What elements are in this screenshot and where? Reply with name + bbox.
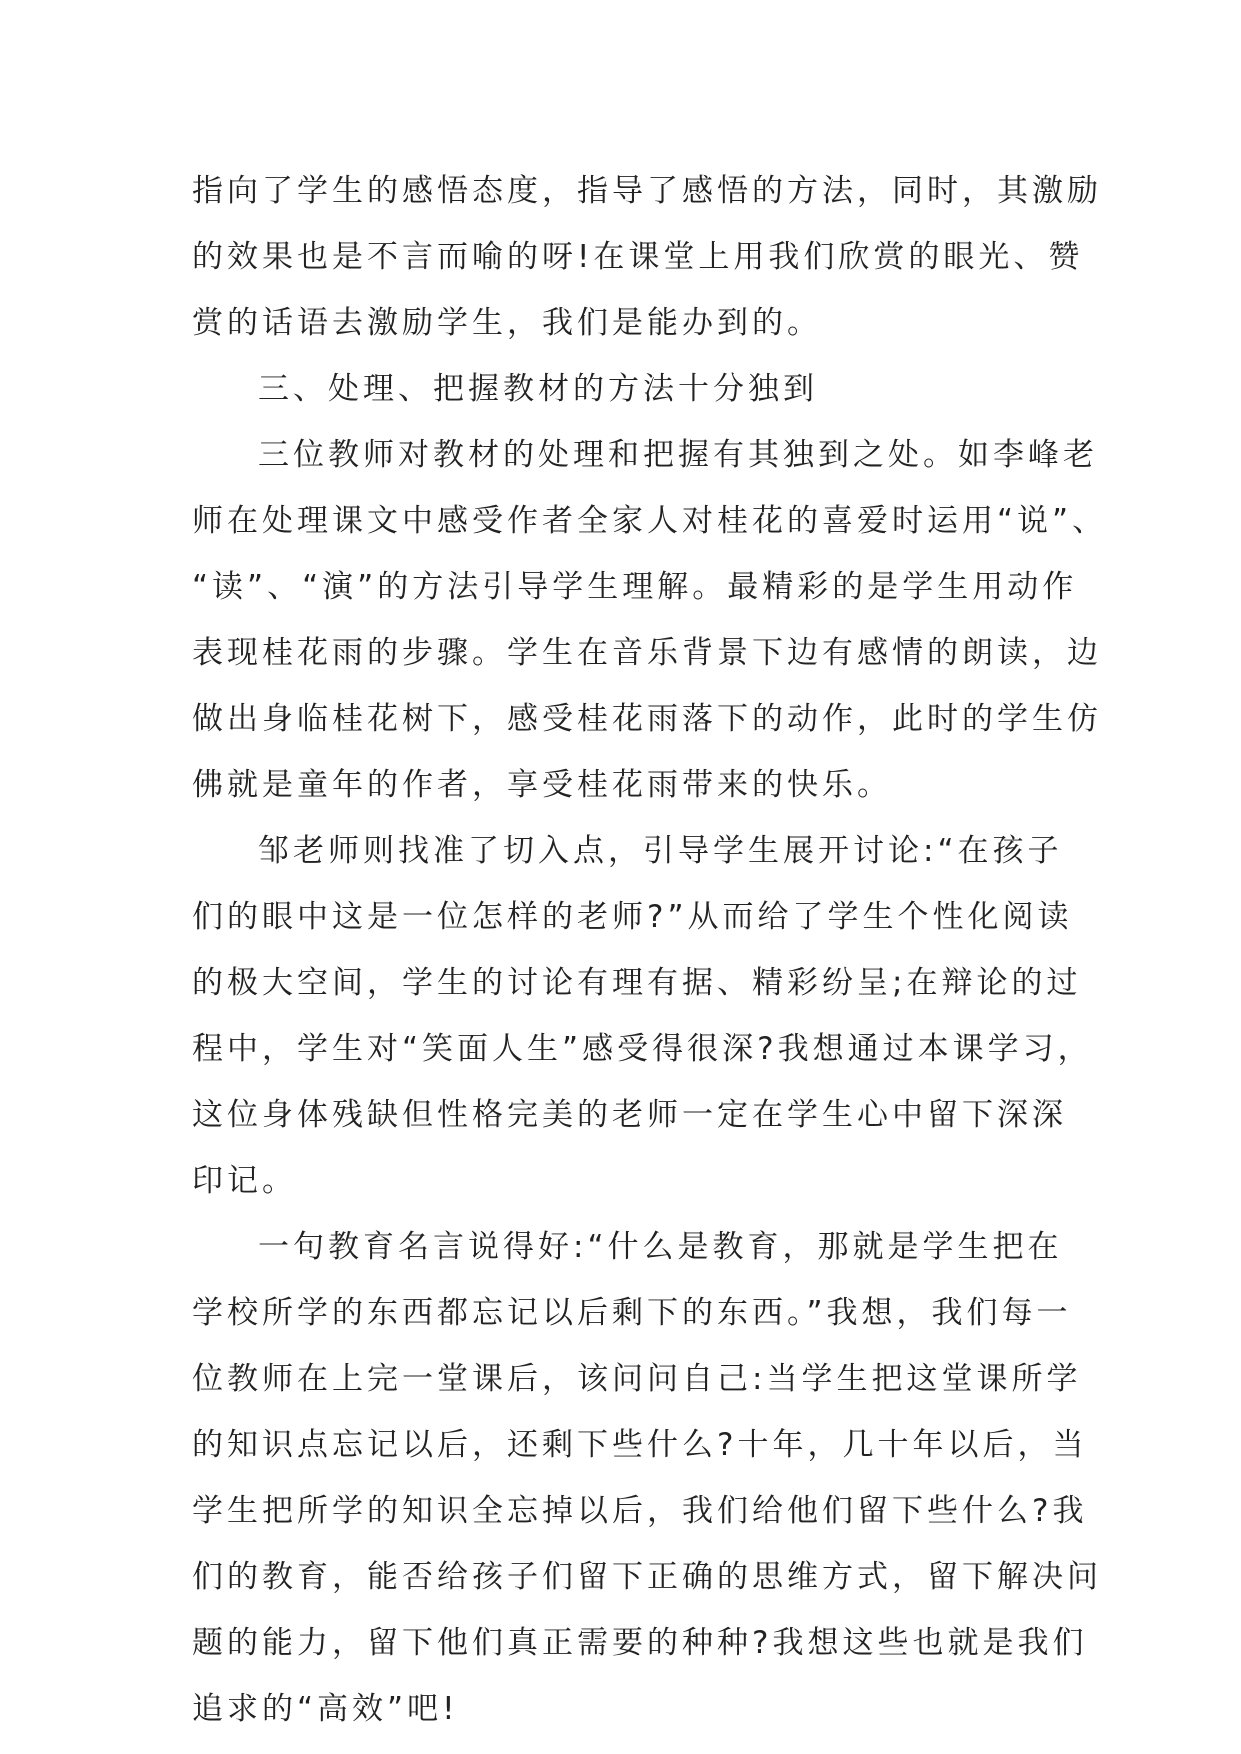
text-line: 指向了学生的感悟态度，指导了感悟的方法，同时，其激励 bbox=[192, 173, 1102, 209]
text-line: 们的教育，能否给孩子们留下正确的思维方式，留下解决问 bbox=[192, 1559, 1102, 1595]
paragraph bbox=[192, 422, 1108, 818]
text-line: 程中，学生对“笑面人生”感受得很深?我想通过本课学习， bbox=[192, 1031, 1093, 1067]
text-line: 们的眼中这是一位怎样的老师?”从而给了学生个性化阅读 bbox=[192, 899, 1073, 935]
text-line: 学生把所学的知识全忘掉以后，我们给他们留下些什么?我 bbox=[192, 1493, 1088, 1529]
text-line: 学校所学的东西都忘记以后剩下的东西。”我想，我们每一 bbox=[192, 1295, 1072, 1331]
text-line: 这位身体残缺但性格完美的老师一定在学生心中留下深深 bbox=[192, 1097, 1067, 1133]
text-line: 一句教育名言说得好:“什么是教育，那就是学生把在 bbox=[258, 1229, 1063, 1265]
text-line: “读”、“演”的方法引导学生理解。最精彩的是学生用动作 bbox=[192, 569, 1078, 605]
text-line: 做出身临桂花树下，感受桂花雨落下的动作，此时的学生仿 bbox=[192, 701, 1102, 737]
paragraph bbox=[192, 818, 1093, 1214]
text-line: 表现桂花雨的步骤。学生在音乐背景下边有感情的朗读，边 bbox=[192, 635, 1102, 671]
text-line: 追求的“高效”吧! bbox=[192, 1691, 459, 1727]
text-line: 题的能力，留下他们真正需要的种种?我想这些也就是我们 bbox=[192, 1625, 1088, 1661]
text-line: 印记。 bbox=[192, 1163, 297, 1199]
text-line: 的知识点忘记以后，还剩下些什么?十年，几十年以后，当 bbox=[192, 1427, 1088, 1463]
text-line: 三、处理、把握教材的方法十分独到 bbox=[258, 371, 818, 407]
paragraph bbox=[192, 1214, 1102, 1742]
text-line: 师在处理课文中感受作者全家人对桂花的喜爱时运用“说”、 bbox=[192, 503, 1108, 539]
section-heading bbox=[192, 356, 1072, 422]
text-line: 的极大空间，学生的讨论有理有据、精彩纷呈;在辩论的过 bbox=[192, 965, 1082, 1001]
text-line: 邹老师则找准了切入点，引导学生展开讨论:“在孩子 bbox=[258, 833, 1063, 869]
text-line: 的效果也是不言而喻的呀!在课堂上用我们欣赏的眼光、赞 bbox=[192, 239, 1084, 275]
text-line: 赏的话语去激励学生，我们是能办到的。 bbox=[192, 305, 822, 341]
text-line: 三位教师对教材的处理和把握有其独到之处。如李峰老 bbox=[258, 437, 1098, 473]
text-line: 佛就是童年的作者，享受桂花雨带来的快乐。 bbox=[192, 767, 892, 803]
paragraph bbox=[192, 158, 1102, 356]
text-line: 位教师在上完一堂课后，该问问自己:当学生把这堂课所学 bbox=[192, 1361, 1082, 1397]
document-body bbox=[192, 158, 1108, 1742]
